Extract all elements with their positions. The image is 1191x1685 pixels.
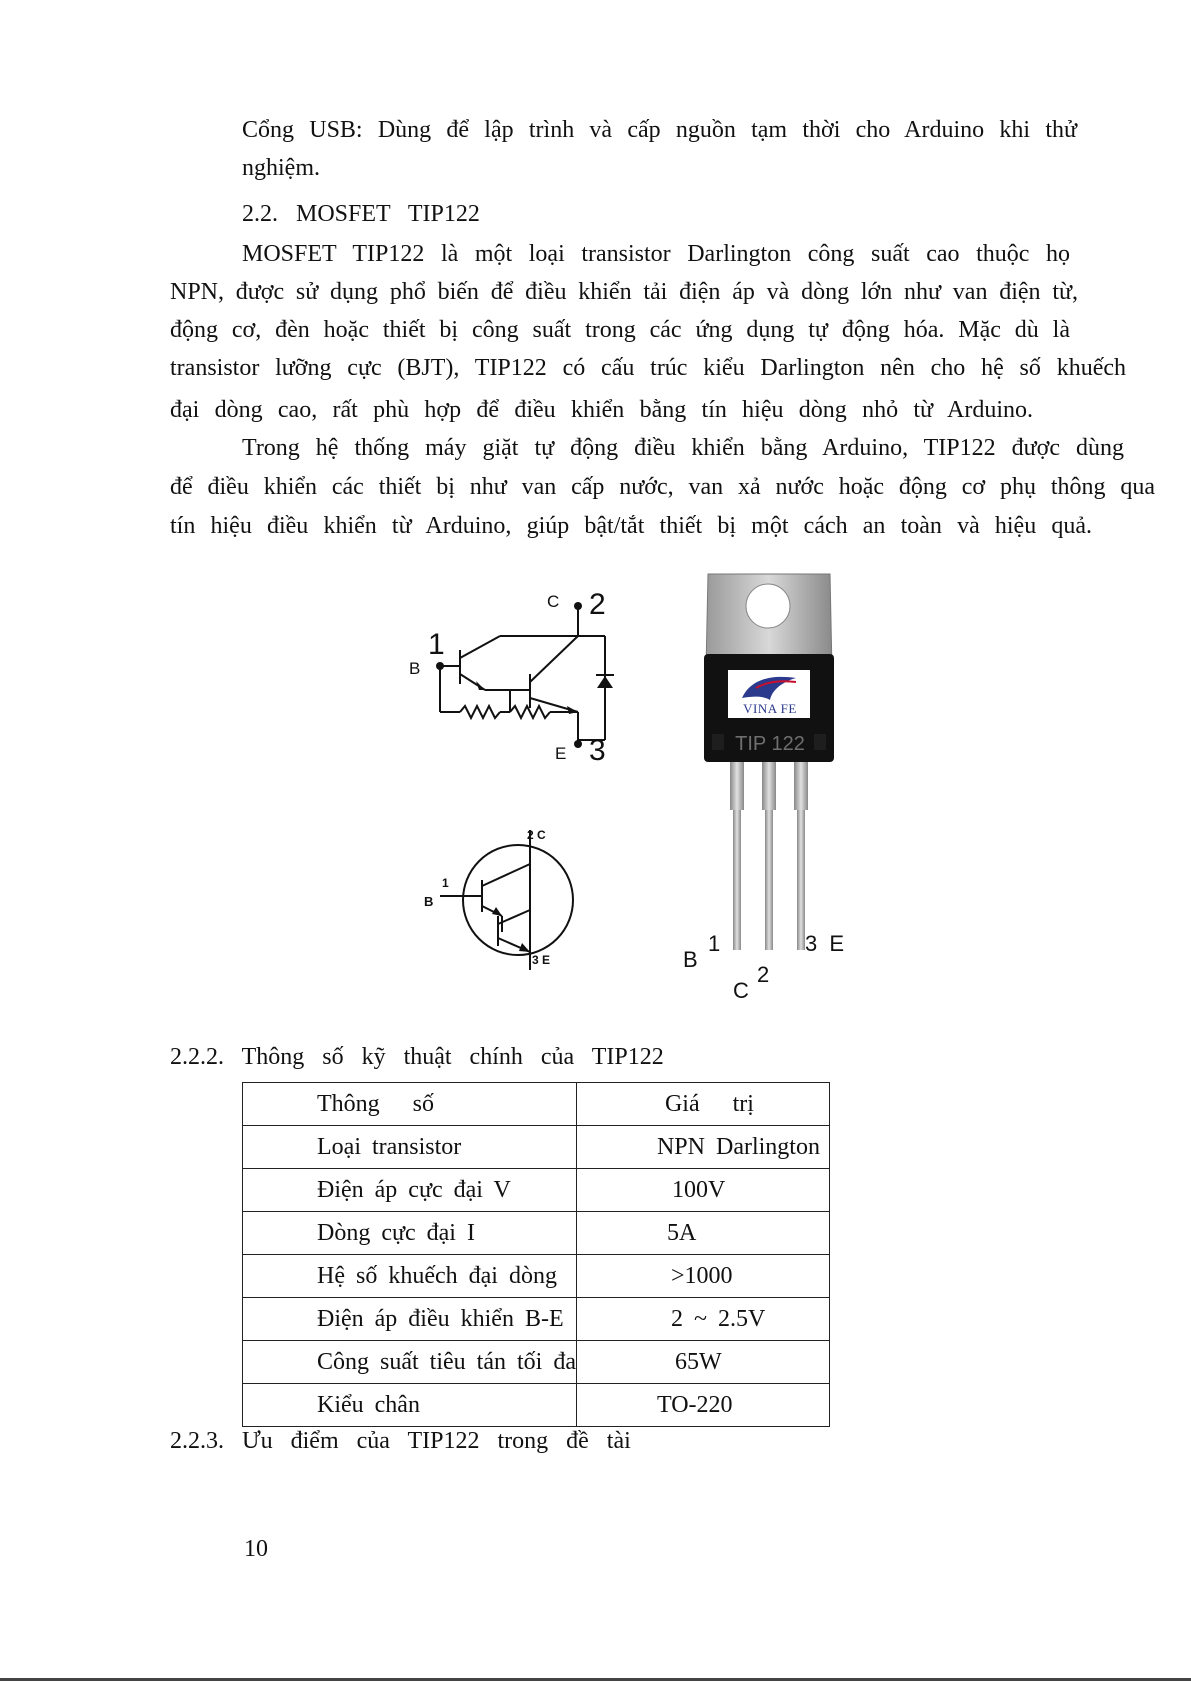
paragraph2-line-1: Trong hệ thống máy giặt tự động điều khiển bằng Arduino, TIP122 được dùng bbox=[242, 435, 1124, 461]
package-part-marking: TIP 122 bbox=[735, 733, 805, 755]
paragraph2-line-3: tín hiệu điều khiển từ Arduino, giúp bật/tắt thiết bị một cách an toàn và hiệu quả. bbox=[170, 513, 1092, 539]
paragraph1-line-5: đại dòng cao, rất phù hợp để điều khiển bằng tín hiệu dòng nhỏ từ Arduino. bbox=[170, 397, 1033, 423]
table-cell-param: Kiểu chân bbox=[243, 1384, 577, 1427]
spec-table bbox=[242, 1082, 830, 1427]
page-number: 10 bbox=[244, 1536, 268, 1562]
table-cell-value: 5A bbox=[576, 1212, 829, 1255]
footer-rule bbox=[0, 1678, 1191, 1681]
table-cell-value: TO-220 bbox=[576, 1384, 829, 1427]
symbol-pin-b: B bbox=[424, 894, 434, 909]
tip122-package-image bbox=[700, 570, 840, 970]
darlington-symbol bbox=[440, 830, 590, 970]
paragraph1-line-3: động cơ, đèn hoặc thiết bị công suất trong các ứng dụng tự động hóa. Mặc dù là bbox=[170, 317, 1070, 343]
symbol-pin-b-num: 1 bbox=[442, 876, 449, 890]
table-row bbox=[243, 1384, 830, 1427]
table-cell-param: Công suất tiêu tán tối đa bbox=[243, 1341, 577, 1384]
table-cell-value: >1000 bbox=[576, 1255, 829, 1298]
table-row bbox=[243, 1126, 830, 1169]
table-row bbox=[243, 1298, 830, 1341]
table-cell-value: 100V bbox=[576, 1169, 829, 1212]
table-cell-value: 2 ~ 2.5V bbox=[576, 1298, 829, 1341]
package-logo-text: VINA FE bbox=[743, 701, 797, 716]
schematic-num-1: 1 bbox=[428, 628, 445, 661]
bullet-text-line-2: nghiệm. bbox=[242, 155, 320, 181]
section-heading: 2.2. MOSFET TIP122 bbox=[242, 201, 480, 227]
table-header-cell: Thông số bbox=[243, 1083, 577, 1126]
paragraph1-line-4: transistor lưỡng cực (BJT), TIP122 có cấu trúc kiểu Darlington nên cho hệ số khuếch bbox=[170, 355, 1126, 381]
table-header-cell: Giá trị bbox=[576, 1083, 829, 1126]
paragraph1-line-1: MOSFET TIP122 là một loại transistor Darlington công suất cao thuộc họ bbox=[242, 241, 1070, 267]
package-pin-c: C bbox=[733, 978, 749, 1003]
paragraph2-line-2: để điều khiển các thiết bị như van cấp nước, van xả nước hoặc động cơ phụ thông qua bbox=[170, 474, 1155, 500]
package-pin-1: 1 bbox=[708, 931, 721, 956]
paragraph1-line-2: NPN, được sử dụng phổ biến để điều khiển tải điện áp và dòng lớn như van điện từ, bbox=[170, 279, 1078, 305]
table-cell-value: 65W bbox=[576, 1341, 829, 1384]
schematic-label-c: C bbox=[547, 592, 560, 611]
symbol-pin-e: 3 E bbox=[532, 953, 551, 967]
table-header-row bbox=[243, 1083, 830, 1126]
table-cell-param: Hệ số khuếch đại dòng bbox=[243, 1255, 577, 1298]
advantages-heading: 2.2.3. Ưu điểm của TIP122 trong đề tài bbox=[170, 1428, 631, 1454]
schematic-label-b: B bbox=[409, 659, 421, 678]
table-row bbox=[243, 1341, 830, 1384]
table-cell-param: Dòng cực đại I bbox=[243, 1212, 577, 1255]
package-pin-b: B bbox=[683, 947, 698, 972]
schematic-num-3: 3 bbox=[589, 734, 606, 767]
schematic-label-e: E bbox=[555, 744, 567, 763]
table-cell-param: Điện áp cực đại V bbox=[243, 1169, 577, 1212]
table-row bbox=[243, 1212, 830, 1255]
table-cell-value: NPN Darlington bbox=[576, 1126, 829, 1169]
table-cell-param: Loại transistor bbox=[243, 1126, 577, 1169]
symbol-pin-c: 2 C bbox=[527, 828, 546, 842]
package-pin-3e: 3 E bbox=[805, 931, 845, 956]
table-row bbox=[243, 1255, 830, 1298]
package-pin-2: 2 bbox=[757, 962, 770, 987]
schematic-num-2: 2 bbox=[589, 588, 606, 621]
bullet-text-line-1: Cổng USB: Dùng để lập trình và cấp nguồn tạm thời cho Arduino khi thử bbox=[242, 117, 1077, 143]
table-row bbox=[243, 1169, 830, 1212]
spec-heading: 2.2.2. Thông số kỹ thuật chính của TIP122 bbox=[170, 1044, 664, 1070]
table-cell-param: Điện áp điều khiển B-E bbox=[243, 1298, 577, 1341]
